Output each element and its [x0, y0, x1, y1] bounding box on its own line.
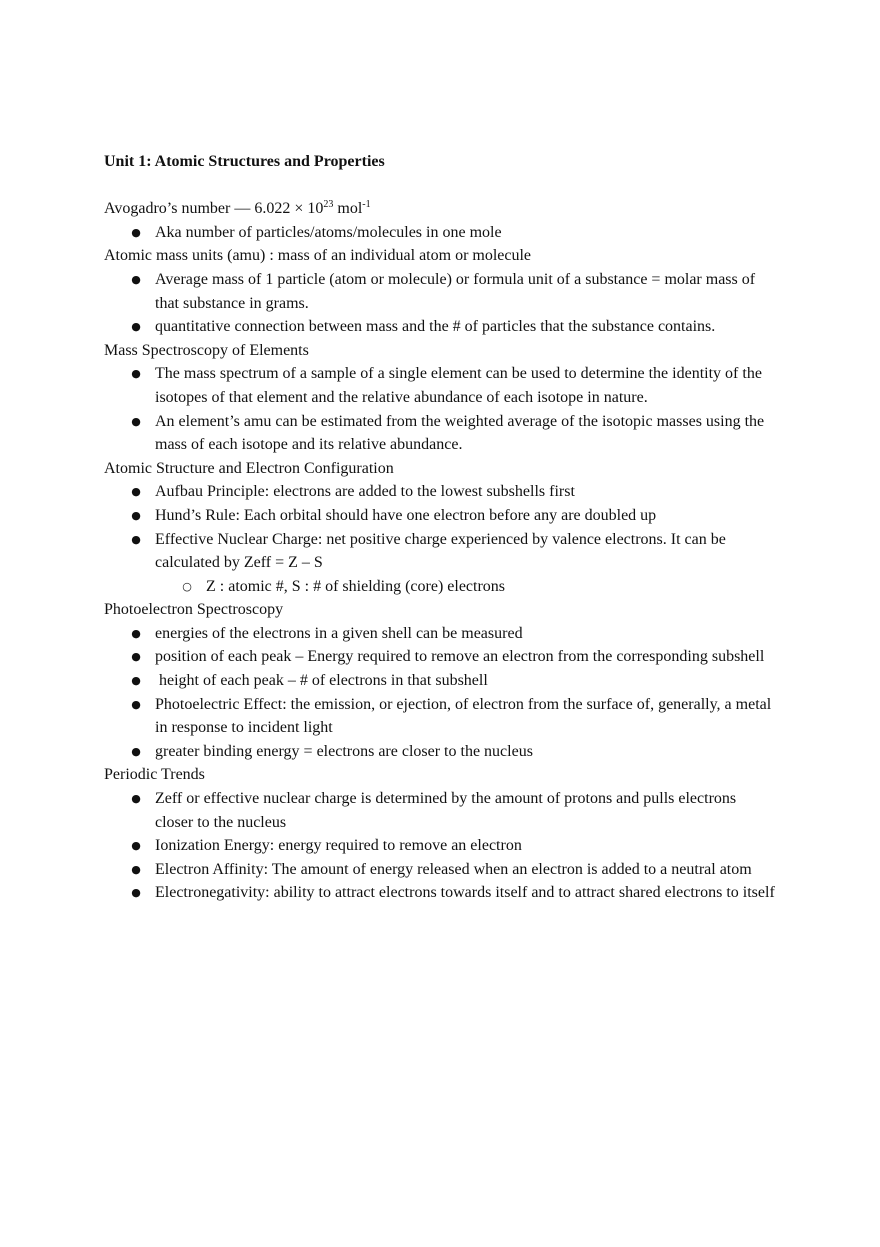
- sub-list-item-text: Z : atomic #, S : # of shielding (core) electrons: [206, 577, 506, 595]
- list-item: [104, 669, 776, 693]
- list-item-text: position of each peak – Energy required to remove an electron from the corresponding subshell: [155, 648, 765, 666]
- bullet-icon: ●: [131, 886, 141, 900]
- bullet-icon: ●: [131, 697, 141, 711]
- zeff-sub-bullets: [155, 575, 776, 599]
- list-item: [104, 881, 776, 905]
- list-item: [104, 645, 776, 669]
- bullet-icon: ●: [131, 320, 141, 334]
- list-item: [104, 787, 776, 834]
- list-item: [104, 410, 776, 457]
- list-item: [104, 693, 776, 740]
- list-item-text: Hund’s Rule: Each orbital should have one electron before any are doubled up: [155, 506, 657, 524]
- list-item: [104, 480, 776, 504]
- list-item-text: energies of the electrons in a given shell can be measured: [155, 624, 523, 642]
- mass-spec-heading: Mass Spectroscopy of Elements: [104, 341, 309, 359]
- list-item-text: Aka number of particles/atoms/molecules in one mole: [155, 223, 502, 241]
- list-item: [104, 622, 776, 646]
- page-title: Unit 1: Atomic Structures and Properties: [104, 153, 385, 170]
- avogadro-label: Avogadro’s number — 6.022 × 10: [104, 200, 324, 218]
- list-item-text: Average mass of 1 particle (atom or molecule) or formula unit of a substance = molar mass of that substance in grams.: [155, 270, 756, 312]
- list-item: [104, 362, 776, 409]
- bullet-icon: ●: [131, 508, 141, 522]
- bullet-icon: ●: [131, 225, 141, 239]
- avogadro-exponent: 23: [323, 199, 334, 211]
- bullet-icon: ●: [131, 839, 141, 853]
- list-item-text: Aufbau Principle: electrons are added to the lowest subshells first: [155, 483, 575, 501]
- list-item-text: Ionization Energy: energy required to remove an electron: [155, 837, 522, 855]
- amu-bullets: [104, 268, 776, 339]
- list-item-text: Zeff or effective nuclear charge is determined by the amount of protons and pulls electrons closer to the nucleus: [155, 790, 737, 831]
- list-item-text: greater binding energy = electrons are closer to the nucleus: [155, 742, 533, 760]
- list-item-text: The mass spectrum of a sample of a single element can be used to determine the identity of the isotopes of that element and the relative abundance of each isotope in nature.: [155, 365, 762, 406]
- blank-line: [104, 174, 776, 198]
- list-item-text: height of each peak – # of electrons in that subshell: [155, 672, 488, 690]
- avogadro-unit-exponent: -1: [362, 199, 371, 211]
- list-item: [104, 268, 776, 315]
- avogadro-bullets: [104, 221, 776, 245]
- bullet-icon: ●: [131, 744, 141, 758]
- list-item-text: quantitative connection between mass and the # of particles that the substance contains.: [155, 318, 716, 336]
- atomic-structure-bullets: [104, 480, 776, 598]
- bullet-icon: ●: [131, 414, 141, 428]
- list-item-text: Electronegativity: ability to attract electrons towards itself and to attract shared electrons to itself: [155, 884, 775, 902]
- amu-heading: Atomic mass units (amu) : mass of an individual atom or molecule: [104, 247, 532, 265]
- avogadro-heading: [104, 197, 776, 221]
- avogadro-unit: mol: [333, 200, 363, 218]
- pes-heading: Photoelectron Spectroscopy: [104, 601, 284, 619]
- bullet-icon: ●: [131, 532, 141, 546]
- bullet-icon: ●: [131, 674, 141, 688]
- pes-bullets: [104, 622, 776, 764]
- sub-bullet-icon: ○: [182, 579, 192, 593]
- atomic-structure-heading: Atomic Structure and Electron Configuration: [104, 459, 394, 477]
- list-item-text: Electron Affinity: The amount of energy released when an electron is added to a neutral atom: [155, 860, 752, 878]
- list-item-text: An element’s amu can be estimated from the weighted average of the isotopic masses using the mass of each isotope and its relative abundance.: [155, 412, 765, 454]
- list-item: [104, 834, 776, 858]
- list-item: [104, 858, 776, 882]
- bullet-icon: ●: [131, 626, 141, 640]
- document-body: [104, 150, 776, 905]
- mass-spec-bullets: [104, 362, 776, 456]
- list-item-text: Effective Nuclear Charge: net positive charge experienced by valence electrons. It can be calculated by Zeff = Z – S: [155, 530, 726, 572]
- bullet-icon: ●: [131, 367, 141, 381]
- bullet-icon: ●: [131, 792, 141, 806]
- periodic-trends-bullets: [104, 787, 776, 905]
- periodic-trends-heading: Periodic Trends: [104, 766, 205, 784]
- sub-list-item: [104, 575, 776, 599]
- bullet-icon: ●: [131, 272, 141, 286]
- list-item-text: Photoelectric Effect: the emission, or ejection, of electron from the surface of, generally, a metal in response to incident light: [155, 695, 772, 737]
- list-item: [104, 315, 776, 339]
- bullet-icon: ●: [131, 485, 141, 499]
- list-item: [104, 504, 776, 528]
- bullet-icon: ●: [131, 862, 141, 876]
- list-item: [104, 528, 776, 599]
- list-item: [104, 740, 776, 764]
- bullet-icon: ●: [131, 650, 141, 664]
- list-item: [104, 221, 776, 245]
